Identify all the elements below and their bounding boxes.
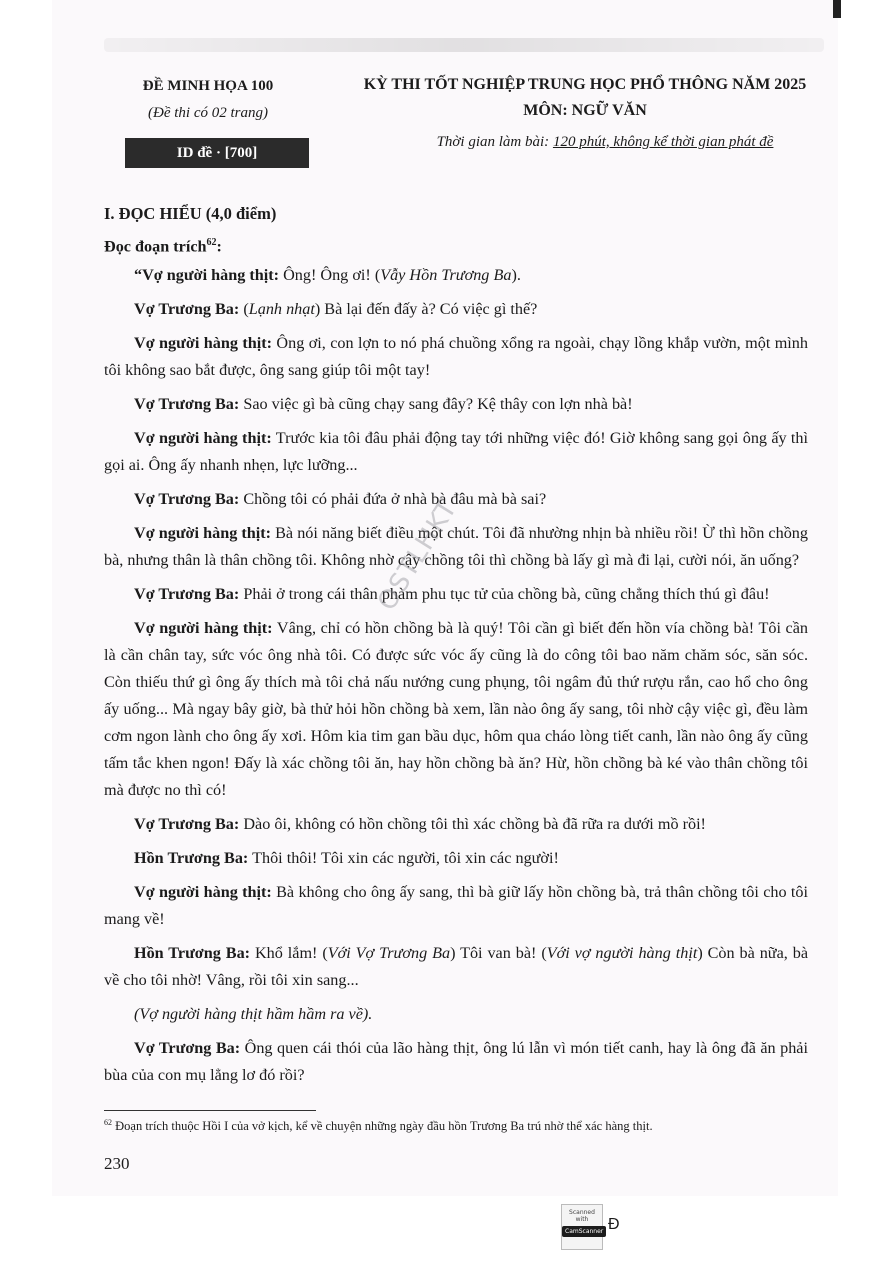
lead-colon: : — [216, 237, 222, 256]
speech-text: Bà không cho ông ấy sang, thì bà giữ lấy hồn chồng bà, trả thân chồng tôi cho tôi mang về! — [104, 883, 808, 929]
lead-text: Đọc đoạn trích — [104, 237, 207, 256]
time-limit — [340, 134, 830, 151]
subject: MÔN: NGỮ VĂN — [523, 102, 647, 119]
dialogue-line — [104, 615, 808, 804]
footnote-mark: 62 — [104, 1118, 112, 1127]
dialogue-line — [104, 940, 808, 994]
exam-title: KỲ THI TỐT NGHIỆP TRUNG HỌC PHỔ THÔNG NĂM 2025 — [363, 76, 807, 93]
dialogue-excerpt — [104, 262, 808, 1089]
dialogue-line — [104, 391, 808, 418]
speaker-name: Vợ Trương Ba: — [134, 395, 240, 414]
scanned-with-text: Scanned with — [569, 1209, 595, 1223]
dialogue-line — [104, 1035, 808, 1089]
speech-text: Ông ơi, con lợn to nó phá chuồng xổng ra ngoài, chạy lồng khắp vườn, một mình tôi không sao bắt được, ông sang giúp tôi một tay! — [104, 334, 808, 380]
speech-text: ) Còn bà nữa, bà về cho tôi nhờ! Vâng, rồi tôi xin sang... — [104, 944, 808, 990]
footnote-rule — [104, 1110, 316, 1111]
camscanner-logo: CamScanner — [562, 1226, 606, 1237]
stage-direction: Với vợ người hàng thịt — [546, 944, 698, 963]
speaker-name: Vợ Trương Ba: — [134, 300, 240, 319]
footnote — [104, 1118, 808, 1134]
footnote-text: Đoạn trích thuộc Hồi I của vở kịch, kể về chuyện những ngày đầu hồn Trương Ba trú nhờ thể xác hàng thịt. — [112, 1119, 653, 1134]
speech-text: Dào ôi, không có hồn chồng tôi thì xác chồng bà đã rữa ra dưới mồ rồi! — [239, 815, 706, 834]
speaker-name: Vợ Trương Ba: — [134, 490, 240, 509]
page-number: 230 — [104, 1154, 130, 1173]
dialogue-line — [104, 581, 808, 608]
speaker-name: Vợ Trương Ba: — [134, 815, 240, 834]
watermark-text: OSTLHKT — [372, 494, 464, 616]
dialogue-line — [104, 330, 808, 384]
speaker-name: Vợ người hàng thịt: — [134, 619, 273, 638]
bleed-through-line — [104, 38, 824, 52]
speech-text: ( — [239, 300, 249, 319]
scan-edge — [833, 0, 841, 18]
speaker-name: Vợ Trương Ba: — [134, 585, 240, 604]
lead-footnote-ref: 62 — [206, 237, 217, 248]
speech-text: Sao việc gì bà cũng chạy sang đây? Kệ thây con lợn nhà bà! — [239, 395, 633, 414]
exam-code: ĐỀ MINH HỌA 100 — [142, 78, 274, 94]
stage-direction: (Vợ người hàng thịt hầm hầm ra về). — [134, 1005, 373, 1024]
dialogue-line — [104, 845, 808, 872]
time-value: 120 phút, không kể thời gian phát đề — [552, 134, 774, 150]
speech-text: ) Bà lại đến đấy à? Có việc gì thế? — [314, 300, 538, 319]
header-right — [340, 76, 830, 151]
scan-mark-letter: Đ — [608, 1216, 620, 1233]
speech-text: ). — [511, 266, 521, 285]
speech-text: Vâng, chỉ có hồn chồng bà là quý! Tôi cần gì biết đến hồn vía chồng bà! Tôi cần là cần chân tay, sức vóc ông nhà tôi. Có được sức vóc ấy cũng là do công tôi bao năm chăm sóc, săn sóc. Còn thiếu thứ gì ông ấy thích mà tôi chả nấu nướng cung phụng, tôi ngâm đủ thứ rượu rắn, cao hổ cho ông ấy uống... Mà ngay bây giờ, bà thử hỏi hồn chồng bà xem, lần nào ông ấy sang, tôi nhờ cậy việc gì, đều làm cơm ngon lành cho ông ấy xơi. Hôm kia tim gan bầu dục, hôm qua cháo lòng tiết canh, lần nào ông ấy cũng tấm tắc khen ngon! Đấy là xác chồng tôi ăn, hay hồn chồng bà ăn? Hừ, hồn chồng bà ké vào thân chồng tôi mà được no thì có! — [104, 619, 808, 800]
speech-text: ) Tôi van bà! ( — [450, 944, 547, 963]
dialogue-line — [104, 520, 808, 574]
speaker-name: Hồn Trương Ba: — [134, 849, 249, 868]
stage-direction: Vẫy Hồn Trương Ba — [380, 266, 512, 285]
speech-text: Ông quen cái thói của lão hàng thịt, ông lú lẫn vì món tiết canh, hay là ông đã ăn phải bùa của con mụ lẳng lơ đó rồi? — [104, 1039, 808, 1085]
reading-section — [104, 200, 808, 1096]
dialogue-line — [104, 811, 808, 838]
lead-line — [104, 229, 808, 260]
speaker-name: Vợ người hàng thịt: — [142, 266, 280, 285]
speech-text: Khổ lắm! ( — [250, 944, 328, 963]
speaker-name: Vợ người hàng thịt: — [134, 334, 273, 353]
dialogue-line — [104, 879, 808, 933]
speech-text: Phải ở trong cái thân phàm phu tục tử của chồng bà, cũng chẳng thích thú gì đâu! — [239, 585, 770, 604]
open-quote: “ — [134, 266, 143, 285]
time-prefix: Thời gian làm bài: — [436, 134, 553, 150]
speech-text: Trước kia tôi đâu phải động tay tới những việc đó! Giờ không sang gọi ông ấy thì gọi ai. Ông ấy nhanh nhẹn, lực lưỡng... — [104, 429, 809, 475]
speaker-name: Vợ người hàng thịt: — [134, 524, 272, 543]
dialogue-line — [104, 1001, 808, 1028]
speaker-name: Vợ người hàng thịt: — [134, 883, 272, 902]
speech-text: Ông! Ông ơi! ( — [279, 266, 381, 285]
header-left — [108, 78, 308, 122]
id-badge: ID đề · [700] — [125, 138, 309, 168]
dialogue-line — [104, 425, 808, 479]
speech-text: Chồng tôi có phải đứa ở nhà bà đâu mà bà sai? — [239, 490, 547, 509]
dialogue-line — [104, 262, 808, 289]
speech-text: Bà nói năng biết điều một chút. Tôi đã nhường nhịn bà nhiều rồi! Ừ thì hồn chồng bà, nhưng thân là thân chồng tôi. Không nhờ cậy chồng tôi thì chồng bà lấy gì mà đi lại, cười nói, ăn uống? — [104, 524, 808, 570]
camscanner-badge — [561, 1204, 603, 1250]
stage-direction: Với Vợ Trương Ba — [327, 944, 451, 963]
speech-text: Thôi thôi! Tôi xin các người, tôi xin các người! — [248, 849, 559, 868]
stage-direction: Lạnh nhạt — [248, 300, 315, 319]
dialogue-line — [104, 296, 808, 323]
speaker-name: Vợ Trương Ba: — [134, 1039, 241, 1058]
speaker-name: Vợ người hàng thịt: — [134, 429, 272, 448]
speaker-name: Hồn Trương Ba: — [134, 944, 251, 963]
page-count: (Đề thi có 02 trang) — [148, 105, 268, 121]
section-title: I. ĐỌC HIỂU (4,0 điểm) — [104, 204, 277, 223]
